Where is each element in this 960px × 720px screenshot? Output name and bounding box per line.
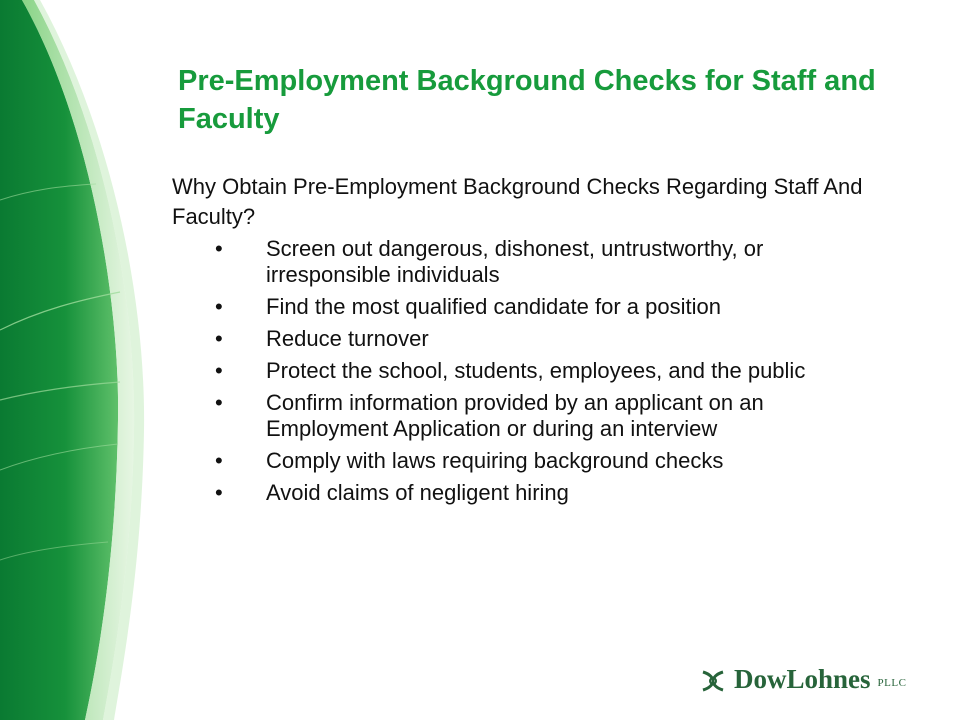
bullet-item [215, 294, 855, 320]
bullet-item [215, 448, 855, 474]
bullet-text: Find the most qualified candidate for a position [266, 294, 721, 319]
bullet-item [215, 480, 855, 506]
bullet-item [215, 390, 855, 442]
bullet-glyph: • [215, 294, 223, 319]
logo-name: DowLohnes [734, 664, 871, 694]
bullet-glyph: • [215, 358, 223, 383]
bullet-text: Avoid claims of negligent hiring [266, 480, 569, 505]
bullet-glyph: • [215, 390, 223, 415]
bullet-text: Protect the school, students, employees, and the public [266, 358, 806, 383]
bullet-item [215, 326, 855, 352]
company-logo [700, 664, 906, 694]
bullet-glyph: • [215, 326, 223, 351]
bullet-text: Comply with laws requiring background checks [266, 448, 724, 473]
bullet-list [215, 236, 855, 512]
bullet-glyph: • [215, 448, 223, 473]
bullet-glyph: • [215, 236, 223, 261]
bullet-item [215, 236, 855, 288]
bullet-item [215, 358, 855, 384]
bullet-glyph: • [215, 480, 223, 505]
dow-lohnes-emblem-icon [700, 670, 726, 692]
logo-suffix: PLLC [877, 677, 907, 689]
bullet-text: Reduce turnover [266, 326, 429, 351]
slide-title: Pre-Employment Background Checks for Staff and Faculty [178, 65, 876, 135]
intro-question: Why Obtain Pre-Employment Background Checks Regarding Staff And Faculty? [172, 174, 863, 229]
bullet-text: Screen out dangerous, dishonest, untrustworthy, or irresponsible individuals [266, 236, 764, 287]
bullet-text: Confirm information provided by an applicant on an Employment Application or during an interview [266, 390, 764, 441]
